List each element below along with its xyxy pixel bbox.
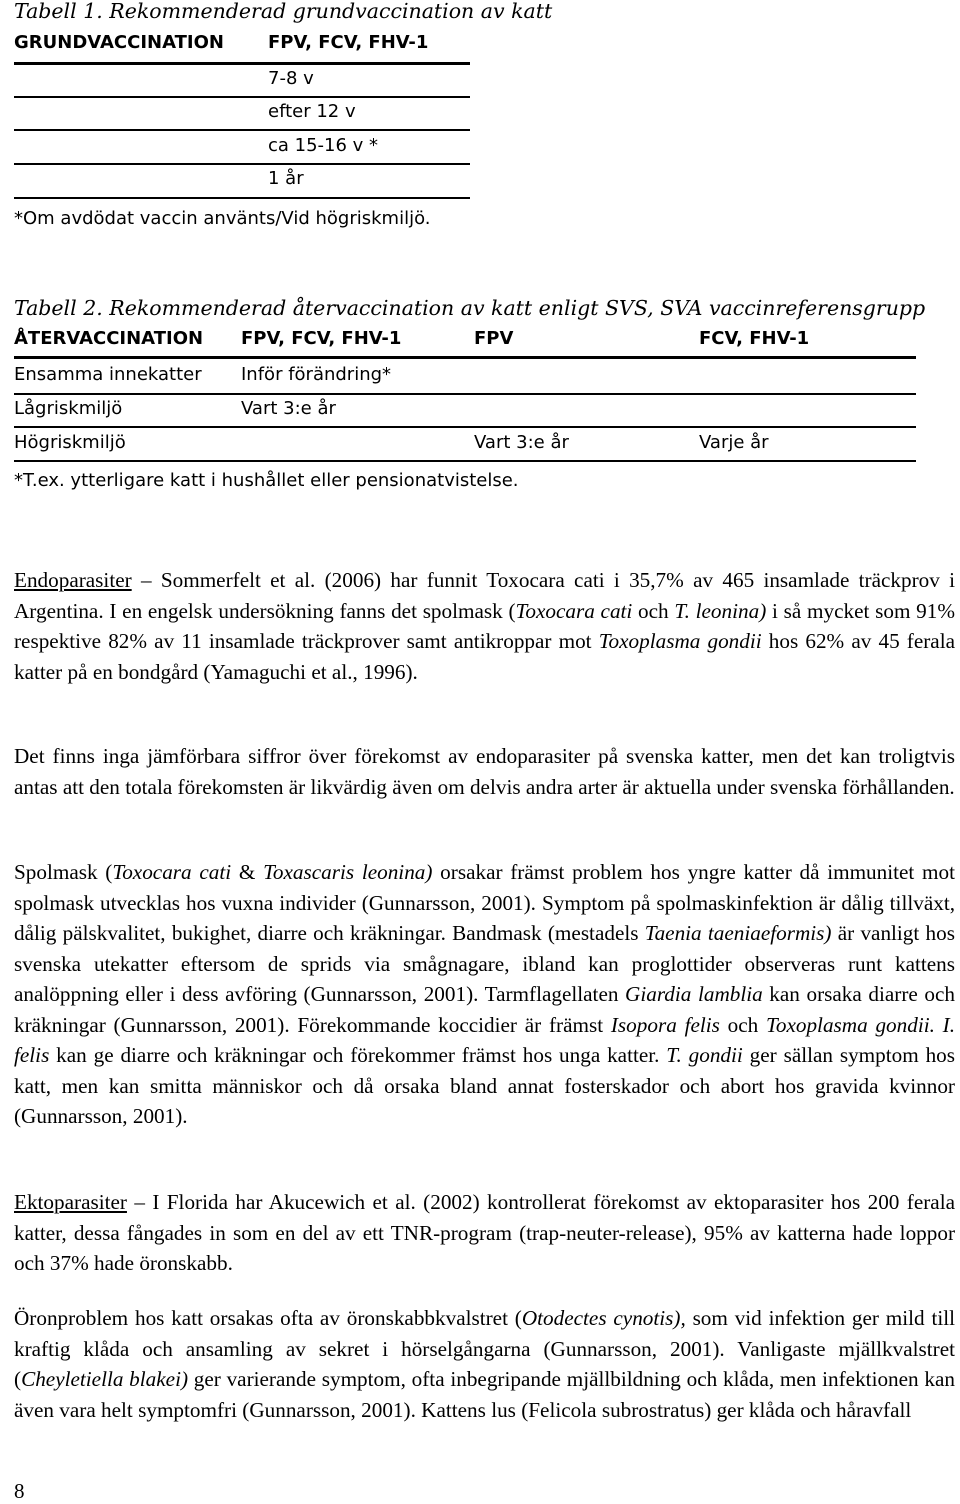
table-cell: Högriskmiljö: [14, 432, 126, 453]
species-name: Toxoplasma gondii: [598, 629, 762, 653]
table-cell: Vart 3:e år: [474, 432, 569, 453]
table-row-rule: [14, 96, 470, 98]
table-1-header-col-1: GRUNDVACCINATION: [14, 32, 224, 53]
paragraph-comparison: Det finns inga jämförbara siffror över förekomst av endoparasiter på svenska katter, men det kan troligtvis antas att den totala förekomsten är likvärdig även om delvis andra arter är aktuella under svenska förhållanden.: [14, 744, 955, 799]
species-name: Toxocara cati: [112, 860, 232, 884]
table-cell: Lågriskmiljö: [14, 398, 123, 419]
table-cell: Inför förändring*: [241, 364, 392, 385]
table-2-caption: Tabell 2. Rekommenderad återvaccination av katt enligt SVS, SVA vaccinreferensgrupp: [14, 296, 926, 320]
text: kan orsaka diarre och kräkningar (Gunnarsson, 2001). Förekommande koccidier är främst: [14, 982, 955, 1037]
species-name: Giardia lamblia: [625, 982, 763, 1006]
paragraph-spolmask: [14, 857, 955, 1132]
text: &: [231, 860, 264, 884]
paragraph-endoparasites: [14, 565, 955, 687]
text: Spolmask (: [14, 860, 113, 884]
table-cell: ca 15-16 v *: [268, 135, 379, 156]
table-2-header-col-4: FCV, FHV-1: [699, 328, 810, 349]
table-row-rule: [14, 426, 916, 428]
species-name: Otodectes cynotis),: [521, 1306, 686, 1330]
species-name: Toxoplasma gondii. I. felis: [14, 1012, 956, 1067]
table-row-rule: [14, 460, 916, 462]
text: – Sommerfelt et al. (2006) har funnit Toxocara cati i 35,7% av 465 insamlade träckprov i Argentina. I en engelsk undersökning fanns det spolmask (: [14, 568, 955, 623]
text: orsakar främst problem hos yngre katter då immunitet mot spolmask utvecklas hos vuxna individer (Gunnarsson, 2001). Symptom på spolmaskinfektion är dålig tillväxt, dålig pälskvalitet, bukighet, diarre och kräkningar. Bandmask (mestadels: [14, 860, 955, 945]
table-2-header-col-1: ÅTERVACCINATION: [14, 328, 204, 349]
table-cell: Vart 3:e år: [241, 398, 336, 419]
section-heading-ektoparasiter: Ektoparasiter: [14, 1190, 127, 1214]
text: och: [632, 598, 675, 623]
table-2: [0, 290, 960, 500]
species-name: Toxascaris leonina): [263, 860, 433, 884]
table-cell: 7-8 v: [268, 68, 314, 89]
table-row-rule: [14, 393, 916, 395]
text: ger sällan symptom hos katt, men kan smitta människor och då orsaka bland annat fosterskador och abort hos gravida kvinnor (Gunnarsson, 2001).: [14, 1043, 955, 1128]
table-row-rule: [14, 129, 470, 131]
species-name: T. leonina): [674, 598, 767, 623]
table-cell: efter 12 v: [268, 101, 356, 122]
text: i så mycket som 91% respektive 82% av 11 insamlade träckprover samt antikroppar mot: [14, 598, 955, 653]
text: – I Florida har Akucewich et al. (2002) kontrollerat förekomst av ektoparasiter hos 200 ferala katter, dessa fångades in som en del av ett TNR-program (trap-neuter-release), 95% av katterna hade loppor och 37% hade öronskabb.: [14, 1190, 955, 1275]
table-cell: 1 år: [268, 168, 304, 189]
table-cell: Varje år: [699, 432, 769, 453]
text: är vanligt hos svenska utekatter eftersom de sprids via smågnagare, ibland kan proglottider observeras runt kattens analöppning eller i dess avföring (Gunnarsson, 2001). Tarmflagellaten: [14, 921, 955, 1006]
text: och: [719, 1012, 767, 1037]
species-name: Cheyletiella blakei): [21, 1367, 189, 1391]
table-2-header-rule: [14, 356, 916, 359]
table-cell: Ensamma innekatter: [14, 364, 202, 385]
text: som vid infektion ger mild till kraftig klåda och ansamling av sekret i hörselgångarna (Gunnarsson, 2001). Vanligaste mjällkvalstret (: [14, 1306, 955, 1391]
species-name: Toxocara cati: [515, 598, 633, 623]
table-row-rule: [14, 197, 470, 199]
text: ger varierande symptom, ofta inbegripande mjällbildning och klåda, men infektionen kan även vara helt symptomfri (Gunnarsson, 2001). Kattens lus (Felicola subrostratus) ger klåda och håravfall: [14, 1367, 955, 1422]
table-1-footnote: *Om avdödat vaccin använts/Vid högriskmiljö.: [14, 208, 431, 229]
species-name: Isopora felis: [610, 1012, 720, 1037]
species-name: Taenia taeniaeformis): [644, 921, 832, 945]
text: kan ge diarre och kräkningar och förekommer främst hos unga katter.: [49, 1043, 667, 1067]
table-2-header-col-3: FPV: [474, 328, 514, 349]
table-1-caption: Tabell 1. Rekommenderad grundvaccination av katt: [14, 0, 553, 23]
text: Öronproblem hos katt orsakas ofta av öronskabbkvalstret (: [14, 1306, 522, 1330]
paragraph-ear-problems: [14, 1303, 955, 1425]
table-2-footnote: *T.ex. ytterligare katt i hushållet eller pensionatvistelse.: [14, 470, 519, 491]
table-2-header-col-2: FPV, FCV, FHV-1: [241, 328, 402, 349]
table-1: [0, 0, 553, 260]
page-number: 8: [14, 1479, 25, 1503]
paragraph-ektoparasites: [14, 1187, 955, 1279]
text: hos 62% av 45 ferala katter på en bondgård (Yamaguchi et al., 1996).: [14, 629, 956, 684]
section-heading-endoparasiter: Endoparasiter: [14, 568, 132, 592]
table-1-header-col-2: FPV, FCV, FHV-1: [268, 32, 429, 53]
table-row-rule: [14, 163, 470, 165]
species-name: T. gondii: [666, 1043, 743, 1067]
table-1-header-rule: [14, 62, 470, 65]
